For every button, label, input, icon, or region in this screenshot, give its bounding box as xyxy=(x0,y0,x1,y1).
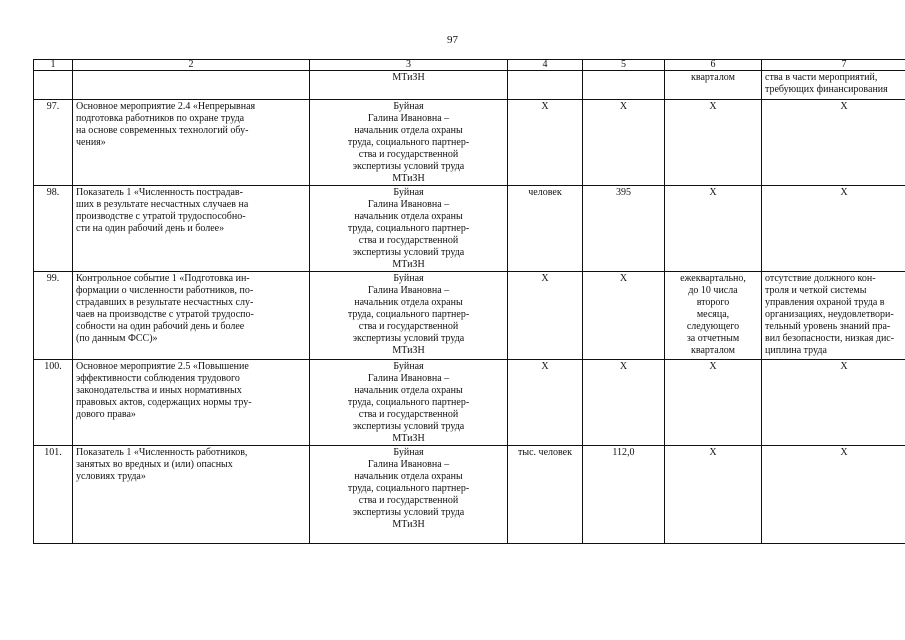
cell-number xyxy=(34,71,73,100)
cell-number: 100. xyxy=(34,360,73,446)
cell-number: 98. xyxy=(34,186,73,272)
cell-name: Основное мероприятие 2.4 «Непрерывная подготовка работников по охране труда на основе современных технологий обу- чения» xyxy=(73,100,310,186)
cell-risks: X xyxy=(762,446,905,544)
column-number: 4 xyxy=(508,60,583,71)
cell-number: 101. xyxy=(34,446,73,544)
cell-risks: ства в части мероприятий, требующих финансирования xyxy=(762,71,905,100)
cell-value: X xyxy=(583,360,665,446)
cell-risks: X xyxy=(762,100,905,186)
cell-deadline: X xyxy=(665,446,762,544)
cell-risks: X xyxy=(762,360,905,446)
page-number: 97 xyxy=(447,34,458,46)
cell-unit: тыс. человек xyxy=(508,446,583,544)
cell-unit: X xyxy=(508,360,583,446)
cell-name: Контрольное событие 1 «Подготовка ин- формации о численности работников, по- страдавших в результате несчастных слу- чаев на производстве с утратой трудоспо- собности на один рабочий день и более (по данным ФСС)» xyxy=(73,272,310,360)
cell-value: X xyxy=(583,100,665,186)
column-number: 5 xyxy=(583,60,665,71)
cell-responsible: МТиЗН xyxy=(310,71,508,100)
column-number: 1 xyxy=(34,60,73,71)
cell-number: 99. xyxy=(34,272,73,360)
cell-unit: человек xyxy=(508,186,583,272)
cell-name: Показатель 1 «Численность работников, занятых во вредных и (или) опасных условиях труда» xyxy=(73,446,310,544)
table-row xyxy=(34,186,905,272)
cell-name: Показатель 1 «Численность пострадав- ших в результате несчастных случаев на производстве с утратой трудоспособно- сти на один рабочий день и более» xyxy=(73,186,310,272)
cell-deadline: X xyxy=(665,360,762,446)
cell-name xyxy=(73,71,310,100)
cell-deadline: кварталом xyxy=(665,71,762,100)
cell-value: 112,0 xyxy=(583,446,665,544)
column-number: 7 xyxy=(762,60,905,71)
cell-risks: отсутствие должного кон- троля и четкой системы управления охраной труда в организациях, неудовлетвори- тельный уровень знаний пра- вил безопасности, низкая дис- циплина труда xyxy=(762,272,905,360)
cell-responsible: Буйная Галина Ивановна – начальник отдела охраны труда, социального партнер- ства и государственной экспертизы условий труда МТиЗН xyxy=(310,186,508,272)
continuation-row xyxy=(34,71,905,100)
table-row xyxy=(34,100,905,186)
cell-responsible: Буйная Галина Ивановна – начальник отдела охраны труда, социального партнер- ства и государственной экспертизы условий труда МТиЗН xyxy=(310,360,508,446)
cell-risks: X xyxy=(762,186,905,272)
column-number-row xyxy=(34,60,905,71)
cell-deadline: X xyxy=(665,100,762,186)
table-row xyxy=(34,272,905,360)
cell-responsible: Буйная Галина Ивановна – начальник отдела охраны труда, социального партнер- ства и государственной экспертизы условий труда МТиЗН xyxy=(310,100,508,186)
table-row xyxy=(34,446,905,544)
cell-responsible: Буйная Галина Ивановна – начальник отдела охраны труда, социального партнер- ства и государственной экспертизы условий труда МТиЗН xyxy=(310,446,508,544)
cell-unit: X xyxy=(508,100,583,186)
cell-value: X xyxy=(583,272,665,360)
cell-number: 97. xyxy=(34,100,73,186)
column-number: 3 xyxy=(310,60,508,71)
column-number: 2 xyxy=(73,60,310,71)
column-number: 6 xyxy=(665,60,762,71)
table-row xyxy=(34,360,905,446)
cell-responsible: Буйная Галина Ивановна – начальник отдела охраны труда, социального партнер- ства и государственной экспертизы условий труда МТиЗН xyxy=(310,272,508,360)
cell-deadline: ежеквартально, до 10 числа второго месяца, следующего за отчетным кварталом xyxy=(665,272,762,360)
plan-table xyxy=(33,59,905,544)
cell-unit: X xyxy=(508,272,583,360)
cell-name: Основное мероприятие 2.5 «Повышение эффективности соблюдения трудового законодательства и иных нормативных правовых актов, содержащих нормы тру- дового права» xyxy=(73,360,310,446)
cell-value: 395 xyxy=(583,186,665,272)
cell-deadline: X xyxy=(665,186,762,272)
cell-value xyxy=(583,71,665,100)
cell-unit xyxy=(508,71,583,100)
